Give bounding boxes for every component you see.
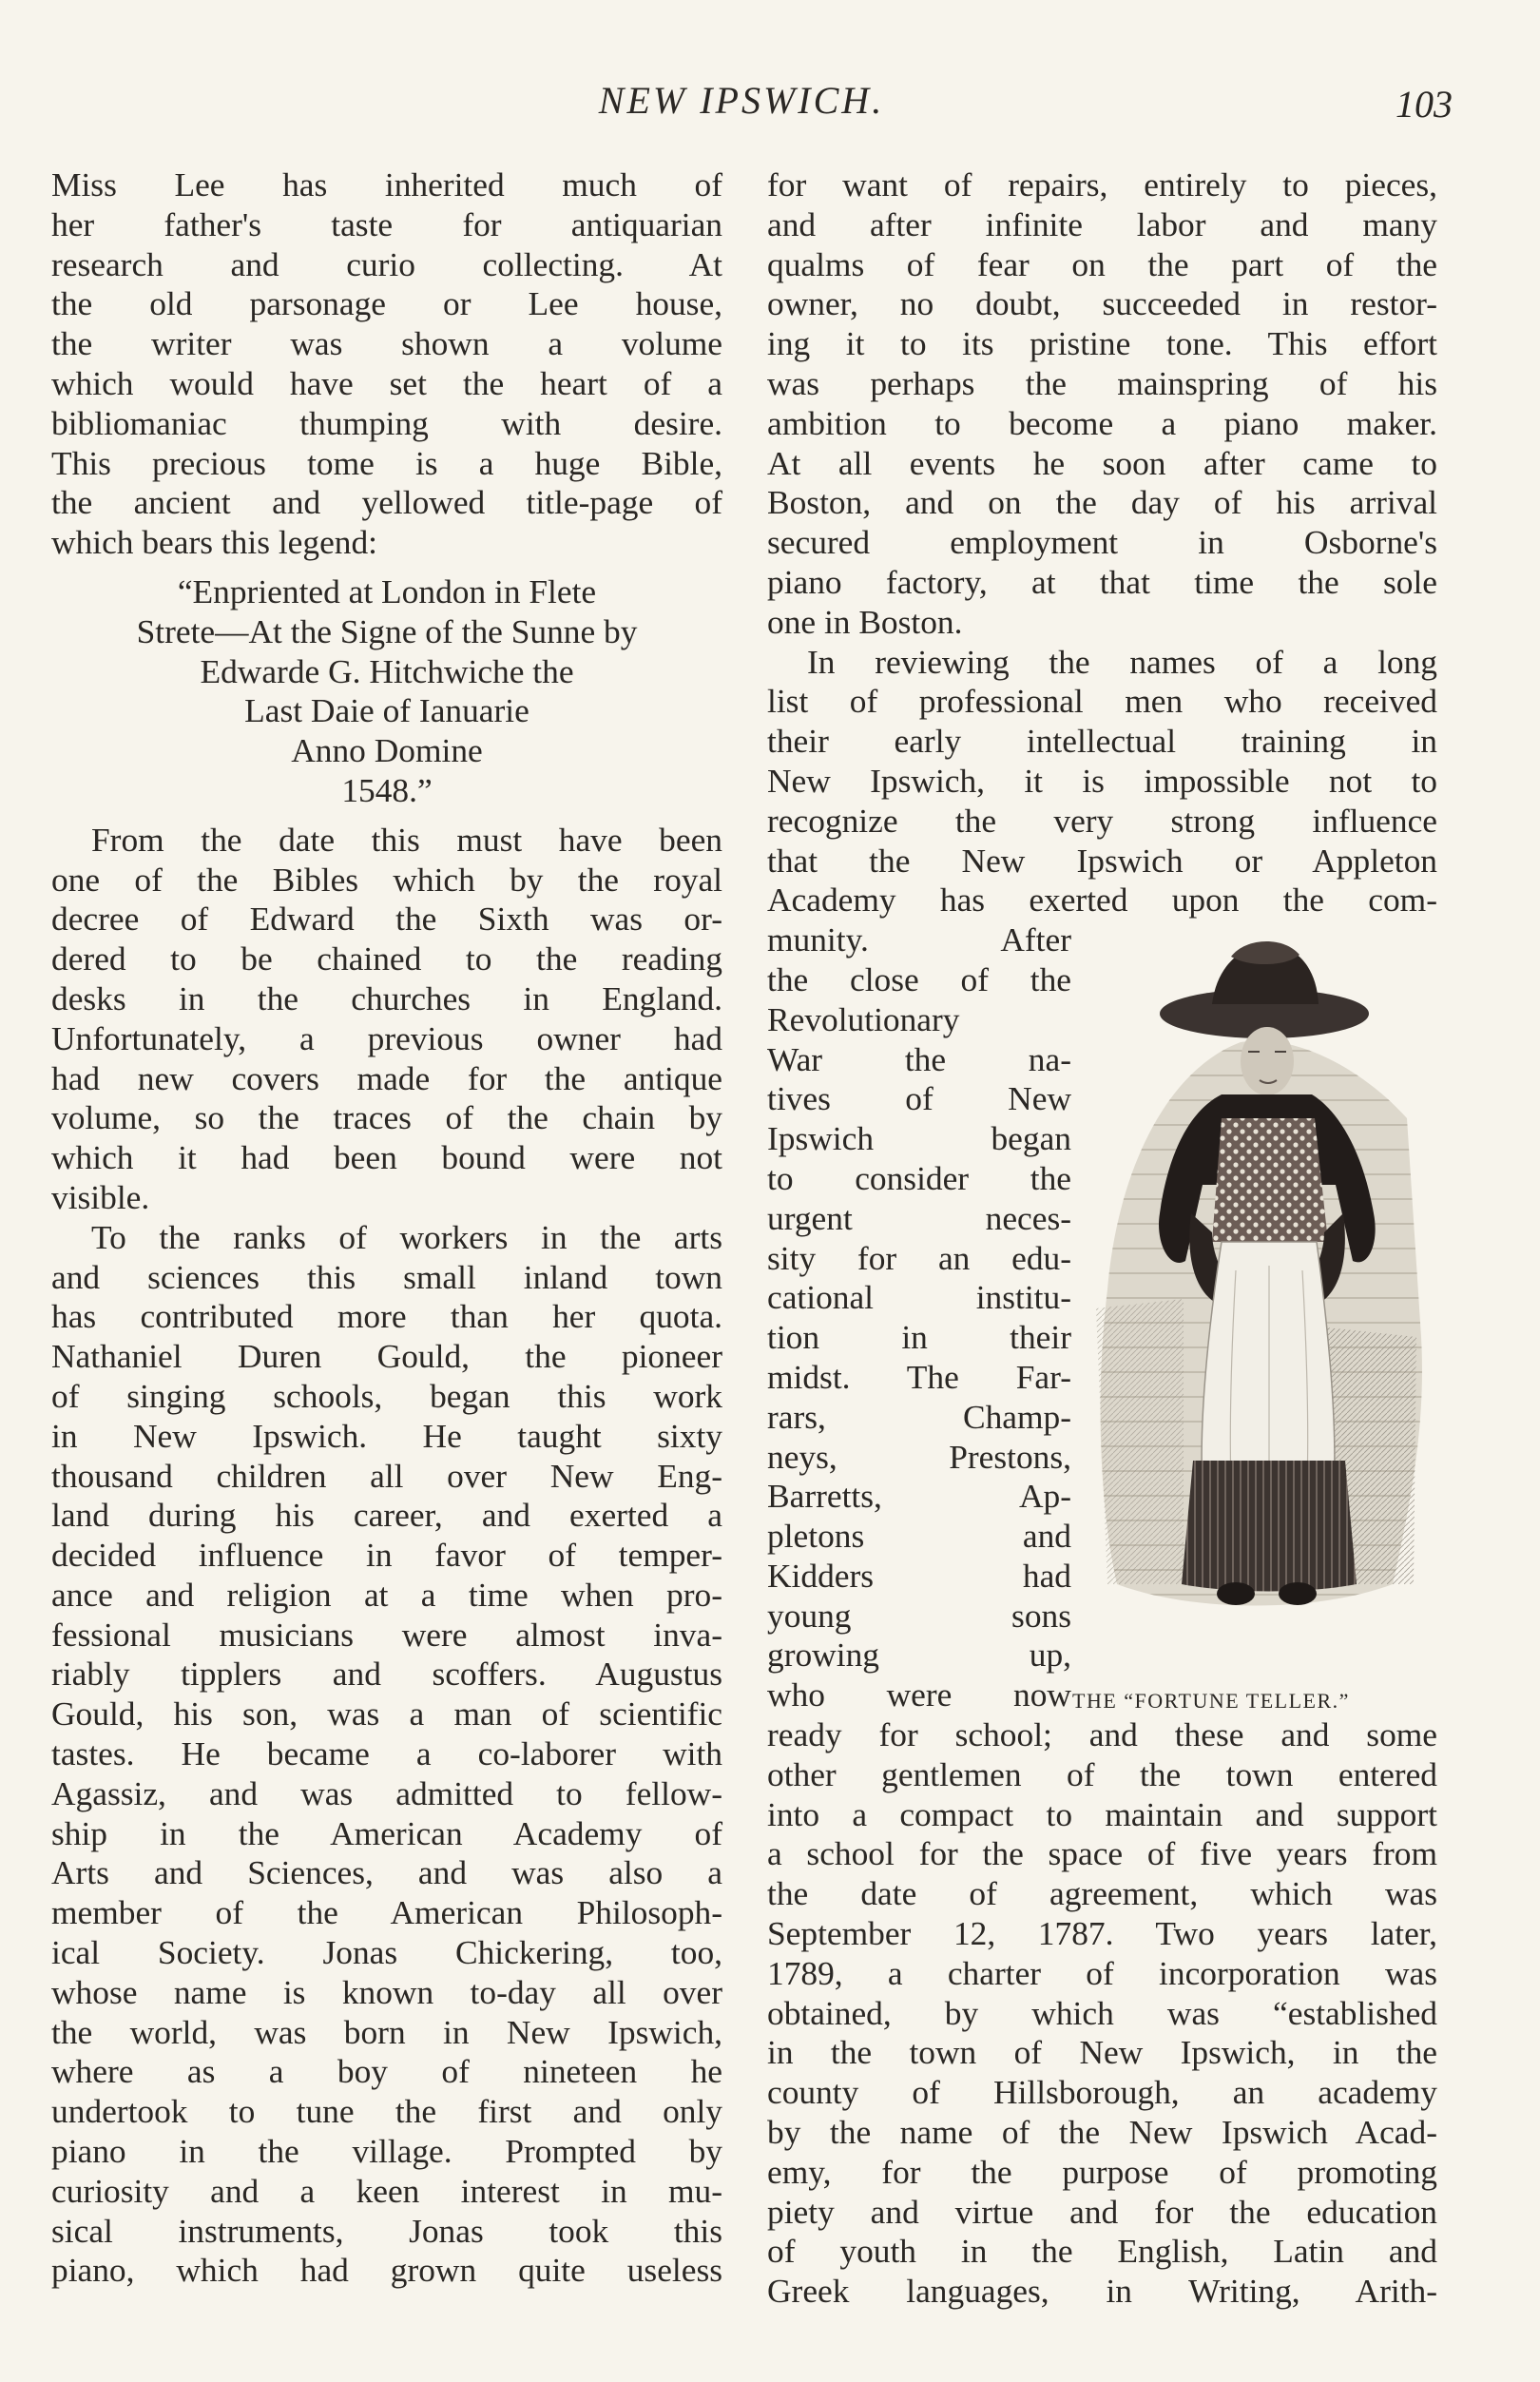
text-line: member of the American Philosoph- bbox=[51, 1893, 722, 1932]
text-line: sical instruments, Jonas took this bbox=[51, 2211, 722, 2250]
text-line: Greek languages, in Writing, Arith- bbox=[767, 2272, 1437, 2311]
text-line: of youth in the English, Latin and bbox=[767, 2232, 1437, 2271]
text-line: one in Boston. bbox=[767, 602, 963, 641]
text-line: the close of the bbox=[767, 959, 1071, 998]
text-line: curiosity and a keen interest in mu- bbox=[51, 2171, 722, 2210]
text-line: to consider the bbox=[767, 1158, 1071, 1197]
text-line: list of professional men who received bbox=[767, 682, 1437, 721]
text-line: dered to be chained to the reading bbox=[51, 939, 722, 978]
text-line: bibliomaniac thumping with desire. bbox=[51, 403, 722, 442]
text-line: where as a boy of nineteen he bbox=[51, 2052, 722, 2091]
quote-line: “Enpriented at London in Flete bbox=[177, 571, 597, 610]
text-line: by the name of the New Ipswich Acad- bbox=[767, 2113, 1437, 2152]
text-line: Gould, his son, was a man of scientific bbox=[51, 1695, 722, 1733]
text-line: Ipswich began bbox=[767, 1119, 1071, 1158]
text-line: ambition to become a piano maker. bbox=[767, 403, 1437, 442]
text-line: had new covers made for the antique bbox=[51, 1058, 722, 1097]
text-line: owner, no doubt, succeeded in restor- bbox=[767, 284, 1437, 323]
text-line: ical Society. Jonas Chickering, too, bbox=[51, 1933, 722, 1972]
text-line: tastes. He became a co-laborer with bbox=[51, 1734, 722, 1773]
text-line: that the New Ipswich or Appleton bbox=[767, 841, 1437, 880]
text-line: ship in the American Academy of bbox=[51, 1813, 722, 1852]
text-line: New Ipswich, it is impossible not to bbox=[767, 761, 1437, 800]
text-line: the writer was shown a volume bbox=[51, 324, 722, 363]
text-line: recognize the very strong influence bbox=[767, 801, 1437, 840]
text-line: fessional musicians were almost inva- bbox=[51, 1615, 722, 1654]
quote-line: Edwarde G. Hitchwiche the bbox=[200, 651, 574, 690]
text-line: their early intellectual training in bbox=[767, 722, 1437, 761]
text-line: Arts and Sciences, and was also a bbox=[51, 1853, 722, 1892]
narrow-text-block bbox=[767, 920, 1071, 1715]
text-line: Barretts, Ap- bbox=[767, 1477, 1071, 1516]
text-line: piety and virtue and for the education bbox=[767, 2192, 1437, 2231]
text-line: cational institu- bbox=[767, 1278, 1071, 1317]
text-line: volume, so the traces of the chain by bbox=[51, 1098, 722, 1137]
text-line: 1789, a charter of incorporation was bbox=[767, 1953, 1437, 1992]
text-line: the ancient and yellowed title-page of bbox=[51, 483, 722, 522]
page-number: 103 bbox=[1396, 83, 1453, 126]
text-line: the date of agreement, which was bbox=[767, 1874, 1437, 1913]
text-line: was perhaps the mainspring of his bbox=[767, 363, 1437, 402]
text-line: From the date this must have been bbox=[91, 820, 722, 859]
fortune-teller-engraving bbox=[1079, 928, 1431, 1628]
text-line: of singing schools, began this work bbox=[51, 1376, 722, 1415]
text-line: This precious tome is a huge Bible, bbox=[51, 443, 722, 482]
text-line: one of the Bibles which by the royal bbox=[51, 860, 722, 899]
figure-caption: THE “FORTUNE TELLER.” bbox=[1072, 1689, 1350, 1713]
text-line: Kidders had bbox=[767, 1556, 1071, 1595]
quote-line: Anno Domine bbox=[291, 731, 483, 770]
text-line: young sons bbox=[767, 1596, 1071, 1635]
text-line: secured employment in Osborne's bbox=[767, 523, 1437, 562]
text-line: and sciences this small inland town bbox=[51, 1257, 722, 1296]
text-line: munity. After bbox=[767, 920, 1071, 959]
quote-line: Strete—At the Signe of the Sunne by bbox=[136, 611, 638, 650]
text-line: Academy has exerted upon the com- bbox=[767, 881, 1437, 920]
text-line: decided influence in favor of temper- bbox=[51, 1536, 722, 1575]
text-line: in New Ipswich. He taught sixty bbox=[51, 1416, 722, 1455]
text-line: Boston, and on the day of his arrival bbox=[767, 483, 1437, 522]
text-line: obtained, by which was “established bbox=[767, 1993, 1437, 2032]
text-line: piano factory, at that time the sole bbox=[767, 562, 1437, 601]
text-line: piano, which had grown quite useless bbox=[51, 2251, 722, 2290]
block-quote bbox=[51, 572, 722, 811]
text-line: land during his career, and exerted a bbox=[51, 1496, 722, 1535]
text-line: urgent neces- bbox=[767, 1198, 1071, 1237]
text-line: rars, Champ- bbox=[767, 1397, 1071, 1436]
text-line: a school for the space of five years from bbox=[767, 1834, 1437, 1873]
text-line: which it had been bound were not bbox=[51, 1138, 722, 1177]
text-line: her father's taste for antiquarian bbox=[51, 204, 722, 243]
text-line: Nathaniel Duren Gould, the pioneer bbox=[51, 1337, 722, 1376]
text-line: emy, for the purpose of promoting bbox=[767, 2152, 1437, 2191]
text-line: visible. bbox=[51, 1177, 150, 1216]
text-line: qualms of fear on the part of the bbox=[767, 244, 1437, 283]
text-line: riably tipplers and scoffers. Augustus bbox=[51, 1655, 722, 1694]
text-line: the world, was born in New Ipswich, bbox=[51, 2012, 722, 2051]
text-line: War the na- bbox=[767, 1039, 1071, 1078]
text-line: Revolutionary bbox=[767, 999, 960, 1038]
text-line: piano in the village. Prompted by bbox=[51, 2132, 722, 2171]
text-line: At all events he soon after came to bbox=[767, 443, 1437, 482]
text-line: midst. The Far- bbox=[767, 1357, 1071, 1396]
left-column bbox=[51, 165, 722, 2291]
text-line: Agassiz, and was admitted to fellow- bbox=[51, 1773, 722, 1812]
text-line: which would have set the heart of a bbox=[51, 363, 722, 402]
text-line: In reviewing the names of a long bbox=[807, 642, 1437, 681]
text-line: neys, Prestons, bbox=[767, 1437, 1071, 1476]
text-line: tives of New bbox=[767, 1079, 1071, 1118]
text-line: and after infinite labor and many bbox=[767, 204, 1437, 243]
text-line: ing it to its pristine tone. This effort bbox=[767, 324, 1437, 363]
quote-line: Last Daie of Ianuarie bbox=[244, 691, 529, 730]
text-line: pletons and bbox=[767, 1517, 1071, 1556]
running-header: NEW IPSWICH. bbox=[598, 79, 885, 122]
quote-line: 1548.” bbox=[341, 770, 433, 809]
text-line: has contributed more than her quota. bbox=[51, 1297, 722, 1336]
text-line: other gentlemen of the town entered bbox=[767, 1754, 1437, 1793]
text-line: desks in the churches in England. bbox=[51, 978, 722, 1017]
text-line: undertook to tune the first and only bbox=[51, 2092, 722, 2131]
text-line: Unfortunately, a previous owner had bbox=[51, 1018, 722, 1057]
text-line: the old parsonage or Lee house, bbox=[51, 284, 722, 323]
text-line: for want of repairs, entirely to pieces, bbox=[767, 165, 1437, 203]
text-line: ready for school; and these and some bbox=[767, 1715, 1437, 1754]
text-line: whose name is known to-day all over bbox=[51, 1972, 722, 2011]
text-line: into a compact to maintain and support bbox=[767, 1794, 1437, 1833]
text-line: county of Hillsborough, an academy bbox=[767, 2073, 1437, 2112]
text-line: tion in their bbox=[767, 1318, 1071, 1357]
text-line: which bears this legend: bbox=[51, 523, 378, 562]
text-line: research and curio collecting. At bbox=[51, 244, 722, 283]
text-line: September 12, 1787. Two years later, bbox=[767, 1914, 1437, 1953]
text-line: Miss Lee has inherited much of bbox=[51, 165, 722, 203]
text-line: who were now bbox=[767, 1675, 1071, 1714]
text-line: To the ranks of workers in the arts bbox=[91, 1217, 722, 1256]
text-line: ance and religion at a time when pro- bbox=[51, 1575, 722, 1614]
text-line: growing up, bbox=[767, 1636, 1071, 1675]
text-line: thousand children all over New Eng- bbox=[51, 1456, 722, 1495]
text-line: in the town of New Ipswich, in the bbox=[767, 2033, 1437, 2072]
text-line: decree of Edward the Sixth was or- bbox=[51, 900, 722, 939]
text-line: sity for an edu- bbox=[767, 1238, 1071, 1277]
fortune-teller-illustration bbox=[1079, 928, 1431, 1628]
